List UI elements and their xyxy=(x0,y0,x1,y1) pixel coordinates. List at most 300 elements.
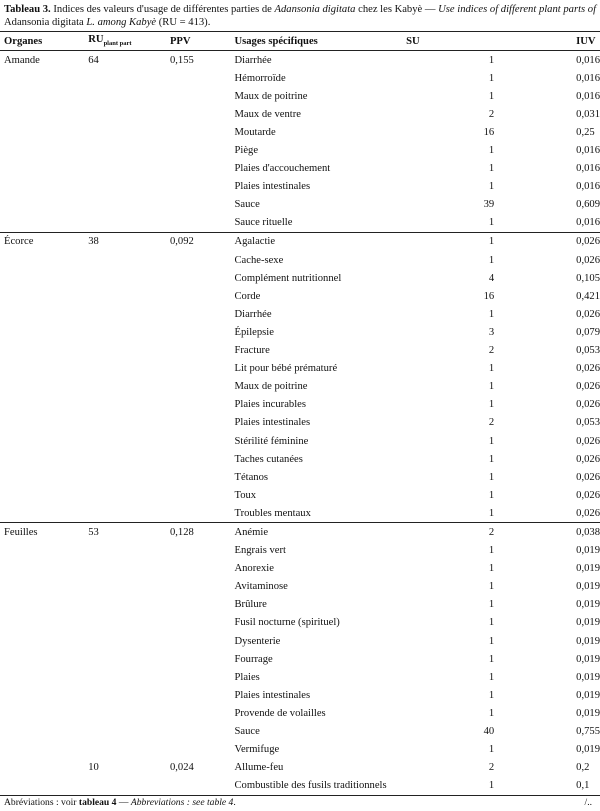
cell-ppv xyxy=(170,160,235,178)
cell-organ xyxy=(0,741,88,759)
cell-ru: 38 xyxy=(88,232,170,251)
cell-ru xyxy=(88,450,170,468)
cell-use: Corde xyxy=(234,290,261,302)
cell-iuv: 0,031 xyxy=(576,108,600,120)
cell-organ xyxy=(0,578,88,596)
cell-iuv: 0,019 xyxy=(576,545,600,557)
cell-ru: 64 xyxy=(88,54,99,66)
cell-su: 1 xyxy=(488,453,495,465)
cell-use: Maux de poitrine xyxy=(234,90,308,102)
cell-su: 1 xyxy=(488,489,495,501)
cell-ru xyxy=(88,560,170,578)
cell-use: Dysenterie xyxy=(234,635,281,647)
cell-ppv xyxy=(170,360,235,378)
footer-fr: Abréviations : voir xyxy=(4,797,79,808)
cell-ppv xyxy=(170,450,235,468)
cell-ru xyxy=(88,578,170,596)
cell-su: 1 xyxy=(488,581,495,593)
cell-ppv: 0,128 xyxy=(170,523,235,542)
cell-organ xyxy=(0,105,88,123)
cell-use: Sauce xyxy=(234,199,260,211)
caption-label: Tableau 3. xyxy=(4,4,51,15)
cell-use: Tétanos xyxy=(234,471,269,483)
cell-ru xyxy=(88,342,170,360)
cell-organ xyxy=(0,323,88,341)
cell-su: 1 xyxy=(488,617,495,629)
table-row xyxy=(0,105,600,123)
cell-use: Maux de ventre xyxy=(234,108,301,120)
cell-organ: Feuilles xyxy=(0,523,88,542)
cell-organ xyxy=(0,305,88,323)
cell-iuv: 0,609 xyxy=(576,199,600,211)
cell-organ xyxy=(0,123,88,141)
cell-use: Engrais vert xyxy=(234,545,286,557)
table-row xyxy=(0,632,600,650)
table-row xyxy=(0,305,600,323)
cell-ru xyxy=(88,396,170,414)
cell-iuv: 0,026 xyxy=(576,363,600,375)
cell-iuv: 0,016 xyxy=(576,145,600,157)
cell-su: 1 xyxy=(488,707,495,719)
cell-su: 40 xyxy=(483,726,495,738)
cell-iuv: 0,016 xyxy=(576,54,600,66)
cell-iuv: 0,019 xyxy=(576,671,600,683)
cell-iuv: 0,026 xyxy=(576,435,600,447)
cell-organ xyxy=(0,378,88,396)
footer-dash: — xyxy=(116,797,131,808)
table-row xyxy=(0,486,600,504)
cell-use: Brûlure xyxy=(234,599,267,611)
cell-organ xyxy=(0,560,88,578)
cell-su: 1 xyxy=(406,232,494,251)
cell-organ xyxy=(0,141,88,159)
cell-su: 1 xyxy=(488,363,495,375)
table-row xyxy=(0,196,600,214)
cell-su: 1 xyxy=(488,308,495,320)
cell-use: Troubles mentaux xyxy=(234,507,311,519)
cell-use: Anorexie xyxy=(234,563,274,575)
cell-organ xyxy=(0,596,88,614)
cell-su: 1 xyxy=(488,671,495,683)
cell-use: Plaies intestinales xyxy=(234,181,311,193)
caption-species-en: Adansonia digitata xyxy=(4,17,84,28)
cell-ppv xyxy=(170,69,235,87)
table-row xyxy=(0,287,600,305)
cell-su: 1 xyxy=(488,399,495,411)
cell-ppv xyxy=(170,178,235,196)
table-row xyxy=(0,722,600,740)
cell-su: 16 xyxy=(483,126,495,138)
cell-use: Lit pour bébé prématuré xyxy=(234,363,338,375)
table-row xyxy=(0,323,600,341)
table-row xyxy=(0,650,600,668)
cell-organ: Écorce xyxy=(0,232,88,251)
cell-iuv: 0,016 xyxy=(576,90,600,102)
cell-use: Cache-sexe xyxy=(234,254,284,266)
cell-su: 1 xyxy=(488,145,495,157)
cell-use: Diarrhée xyxy=(234,54,272,66)
cell-organ xyxy=(0,87,88,105)
cell-ppv xyxy=(170,596,235,614)
cell-use: Agalactie xyxy=(234,232,406,251)
cell-ru xyxy=(88,432,170,450)
table-row xyxy=(0,160,600,178)
cell-organ xyxy=(0,414,88,432)
cell-su: 2 xyxy=(488,417,495,429)
table-row xyxy=(0,542,600,560)
cell-organ xyxy=(0,777,88,796)
cell-ppv xyxy=(170,105,235,123)
header-organ: Organes xyxy=(0,32,88,51)
cell-ru xyxy=(88,650,170,668)
cell-use: Plaies incurables xyxy=(234,399,306,411)
cell-ru xyxy=(88,686,170,704)
caption-fr-text-2: chez les Kabyè — xyxy=(355,4,439,15)
cell-ru xyxy=(88,360,170,378)
cell-use: Combustible des fusils traditionnels xyxy=(234,777,406,796)
cell-su: 3 xyxy=(488,326,495,338)
cell-su: 1 xyxy=(488,54,495,66)
cell-ppv xyxy=(170,632,235,650)
cell-ppv xyxy=(170,668,235,686)
cell-iuv: 0,026 xyxy=(576,399,600,411)
table-row xyxy=(0,378,600,396)
cell-use: Fracture xyxy=(234,345,270,357)
cell-organ xyxy=(0,342,88,360)
table-row xyxy=(0,614,600,632)
table-row xyxy=(0,578,600,596)
cell-iuv: 0,1 xyxy=(494,777,600,796)
cell-ru xyxy=(88,123,170,141)
cell-organ xyxy=(0,650,88,668)
table-header-row xyxy=(0,32,600,51)
cell-ru xyxy=(88,214,170,233)
cell-su: 1 xyxy=(488,689,495,701)
cell-ppv xyxy=(170,251,235,269)
cell-ru: 10 xyxy=(88,762,99,774)
cell-use: Sauce rituelle xyxy=(234,217,293,229)
cell-iuv: 0,019 xyxy=(576,689,600,701)
footer-fr-ref: tableau 4 xyxy=(78,797,117,808)
table-row xyxy=(0,741,600,759)
table-row xyxy=(0,342,600,360)
cell-su: 1 xyxy=(488,381,495,393)
table-row xyxy=(0,214,600,233)
cell-su: 1 xyxy=(406,777,494,796)
cell-ru xyxy=(88,704,170,722)
cell-organ xyxy=(0,251,88,269)
cell-iuv: 0,016 xyxy=(576,217,600,229)
cell-organ xyxy=(0,287,88,305)
cell-ppv: 0,092 xyxy=(170,232,235,251)
cell-ru xyxy=(88,105,170,123)
cell-su: 1 xyxy=(488,635,495,647)
cell-su: 1 xyxy=(488,435,495,447)
cell-iuv: 0,053 xyxy=(576,345,600,357)
table-row xyxy=(0,251,600,269)
cell-ppv xyxy=(170,741,235,759)
cell-su: 2 xyxy=(488,762,495,774)
cell-organ xyxy=(0,396,88,414)
cell-organ xyxy=(0,160,88,178)
cell-ru xyxy=(88,269,170,287)
cell-su: 1 xyxy=(488,217,495,229)
cell-ru xyxy=(88,160,170,178)
cell-ppv xyxy=(170,542,235,560)
cell-iuv: 0,019 xyxy=(576,744,600,756)
cell-ppv xyxy=(170,468,235,486)
cell-ppv xyxy=(170,87,235,105)
cell-use: Fourrage xyxy=(234,653,273,665)
cell-ru: 53 xyxy=(88,523,170,542)
table-row xyxy=(0,432,600,450)
cell-ppv xyxy=(170,578,235,596)
cell-iuv: 0,038 xyxy=(494,523,600,542)
cell-organ xyxy=(0,668,88,686)
cell-iuv: 0,019 xyxy=(576,653,600,665)
cell-iuv: 0,016 xyxy=(576,163,600,175)
table-row xyxy=(0,504,600,523)
cell-organ xyxy=(0,542,88,560)
cell-iuv: 0,026 xyxy=(576,254,600,266)
header-ru xyxy=(88,32,170,51)
cell-ppv xyxy=(170,396,235,414)
cell-ru xyxy=(88,141,170,159)
header-iuv: IUV xyxy=(494,32,600,51)
cell-use: Diarrhée xyxy=(234,308,272,320)
cell-use: Sauce xyxy=(234,726,260,738)
cell-iuv: 0,026 xyxy=(494,232,600,251)
cell-ru xyxy=(88,378,170,396)
cell-use: Maux de poitrine xyxy=(234,381,308,393)
cell-ru xyxy=(88,777,170,796)
cell-ru xyxy=(88,69,170,87)
table-body xyxy=(0,51,600,796)
header-use: Usages spécifiques xyxy=(234,32,406,51)
cell-use: Stérilité féminine xyxy=(234,435,309,447)
cell-iuv: 0,053 xyxy=(576,417,600,429)
cell-ppv xyxy=(170,305,235,323)
cell-ru xyxy=(88,287,170,305)
cell-ru xyxy=(88,596,170,614)
cell-ppv xyxy=(170,269,235,287)
caption-en-text-2: L. among Kabyè xyxy=(83,17,157,28)
cell-organ xyxy=(0,614,88,632)
cell-use: Fusil nocturne (spirituel) xyxy=(234,617,340,629)
cell-iuv: 0,079 xyxy=(576,326,600,338)
cell-ppv xyxy=(170,686,235,704)
cell-use: Plaies xyxy=(234,671,260,683)
cell-ru xyxy=(88,323,170,341)
cell-use: Piège xyxy=(234,145,259,157)
table-row xyxy=(0,414,600,432)
cell-ru xyxy=(88,305,170,323)
cell-organ xyxy=(0,178,88,196)
footer-en: Abbreviations : xyxy=(130,797,193,808)
cell-iuv: 0,019 xyxy=(576,707,600,719)
cell-organ: Amande xyxy=(4,54,40,66)
table-row xyxy=(0,178,600,196)
cell-use: Hémorroïde xyxy=(234,72,286,84)
caption-fr-text: Indices des valeurs d'usage de différentes parties de xyxy=(50,4,275,15)
cell-ppv xyxy=(170,378,235,396)
cell-ppv xyxy=(170,214,235,233)
cell-iuv: 0,026 xyxy=(576,507,600,519)
cell-organ xyxy=(0,722,88,740)
cell-organ xyxy=(0,486,88,504)
cell-iuv: 0,019 xyxy=(576,617,600,629)
cell-ppv xyxy=(170,722,235,740)
cell-ppv xyxy=(170,342,235,360)
cell-organ xyxy=(0,69,88,87)
cell-ppv: 0,155 xyxy=(169,54,194,66)
cell-ru xyxy=(88,486,170,504)
cell-iuv: 0,019 xyxy=(576,581,600,593)
cell-su: 1 xyxy=(488,744,495,756)
header-su: SU xyxy=(406,32,494,51)
cell-ru xyxy=(88,468,170,486)
cell-ru xyxy=(88,414,170,432)
cell-ru xyxy=(88,542,170,560)
footer-en-ref-text: see table 4 xyxy=(192,797,234,808)
cell-ru xyxy=(88,87,170,105)
cell-su: 39 xyxy=(483,199,495,211)
table-row xyxy=(0,87,600,105)
cell-su: 1 xyxy=(488,254,495,266)
table-row xyxy=(0,360,600,378)
cell-use: Épilepsie xyxy=(234,326,274,338)
cell-use: Provende de volailles xyxy=(234,707,326,719)
cell-ru xyxy=(88,668,170,686)
cell-ppv xyxy=(170,650,235,668)
cell-ru xyxy=(88,614,170,632)
cell-organ xyxy=(0,504,88,523)
cell-use: Taches cutanées xyxy=(234,453,303,465)
footer-en-ref xyxy=(192,797,236,808)
cell-ppv xyxy=(170,196,235,214)
table-row xyxy=(0,232,600,251)
cell-ppv xyxy=(170,704,235,722)
cell-iuv: 0,026 xyxy=(576,308,600,320)
cell-iuv: 0,026 xyxy=(576,471,600,483)
cell-ppv xyxy=(170,560,235,578)
cell-ppv xyxy=(170,614,235,632)
cell-su: 1 xyxy=(488,163,495,175)
cell-ppv xyxy=(170,323,235,341)
cell-iuv: 0,016 xyxy=(576,72,600,84)
cell-ppv xyxy=(170,414,235,432)
table-row xyxy=(0,450,600,468)
table-row xyxy=(0,686,600,704)
cell-su: 1 xyxy=(488,653,495,665)
cell-ru xyxy=(88,741,170,759)
cell-use: Plaies intestinales xyxy=(234,417,311,429)
cell-ppv xyxy=(170,777,235,796)
table-row xyxy=(0,269,600,287)
cell-use: Plaies d'accouchement xyxy=(234,163,331,175)
table-row xyxy=(0,69,600,87)
cell-iuv: 0,755 xyxy=(576,726,600,738)
table-row xyxy=(0,704,600,722)
cell-su: 1 xyxy=(488,181,495,193)
cell-su: 1 xyxy=(488,545,495,557)
table-row xyxy=(0,560,600,578)
table-row xyxy=(0,668,600,686)
cell-organ xyxy=(0,759,88,777)
table-row xyxy=(0,777,600,796)
cell-use: Complément nutritionnel xyxy=(234,272,342,284)
cell-iuv: 0,019 xyxy=(576,635,600,647)
footer-end: . xyxy=(233,797,236,808)
header-ru-label: RU xyxy=(88,34,104,46)
continued-marker: /.. xyxy=(584,797,592,808)
cell-su: 1 xyxy=(488,563,495,575)
table-row xyxy=(0,523,600,542)
table-row xyxy=(0,759,600,777)
cell-use: Plaies intestinales xyxy=(234,689,311,701)
cell-ru xyxy=(88,632,170,650)
cell-ppv xyxy=(170,486,235,504)
table-row xyxy=(0,123,600,141)
table-row xyxy=(0,468,600,486)
cell-use: Vermifuge xyxy=(234,744,280,756)
table-row xyxy=(0,396,600,414)
cell-iuv: 0,026 xyxy=(576,453,600,465)
table-caption xyxy=(4,3,598,29)
cell-su: 1 xyxy=(488,72,495,84)
header-ru-sub: plant part xyxy=(103,40,132,48)
cell-ru xyxy=(88,722,170,740)
cell-su: 4 xyxy=(488,272,495,284)
cell-iuv: 0,421 xyxy=(576,290,600,302)
cell-organ xyxy=(0,686,88,704)
cell-organ xyxy=(0,450,88,468)
cell-ppv xyxy=(170,123,235,141)
cell-su: 2 xyxy=(488,108,495,120)
cell-organ xyxy=(0,196,88,214)
caption-species-fr: Adansonia digitata xyxy=(274,4,356,15)
cell-use: Toux xyxy=(234,489,257,501)
cell-su: 1 xyxy=(488,599,495,611)
cell-iuv: 0,026 xyxy=(576,489,600,501)
cell-ru xyxy=(88,196,170,214)
cell-su: 1 xyxy=(488,90,495,102)
cell-iuv: 0,019 xyxy=(576,599,600,611)
header-ppv: PPV xyxy=(170,32,235,51)
caption-en-text: Use indices of different plant parts of xyxy=(438,4,597,15)
cell-ru xyxy=(88,178,170,196)
cell-organ xyxy=(0,704,88,722)
cell-ppv xyxy=(170,504,235,523)
cell-ppv xyxy=(170,141,235,159)
cell-organ xyxy=(0,214,88,233)
table-row xyxy=(0,51,600,70)
cell-ppv xyxy=(170,432,235,450)
cell-iuv: 0,2 xyxy=(576,762,590,774)
cell-su: 16 xyxy=(483,290,495,302)
cell-iuv: 0,026 xyxy=(576,381,600,393)
cell-use: Anémie xyxy=(234,523,406,542)
cell-iuv: 0,105 xyxy=(576,272,600,284)
table-row xyxy=(0,596,600,614)
cell-su: 2 xyxy=(406,523,494,542)
cell-organ xyxy=(0,632,88,650)
cell-organ xyxy=(0,432,88,450)
cell-ppv xyxy=(170,287,235,305)
cell-use: Avitaminose xyxy=(234,581,288,593)
cell-ppv: 0,024 xyxy=(169,762,194,774)
table-row xyxy=(0,141,600,159)
